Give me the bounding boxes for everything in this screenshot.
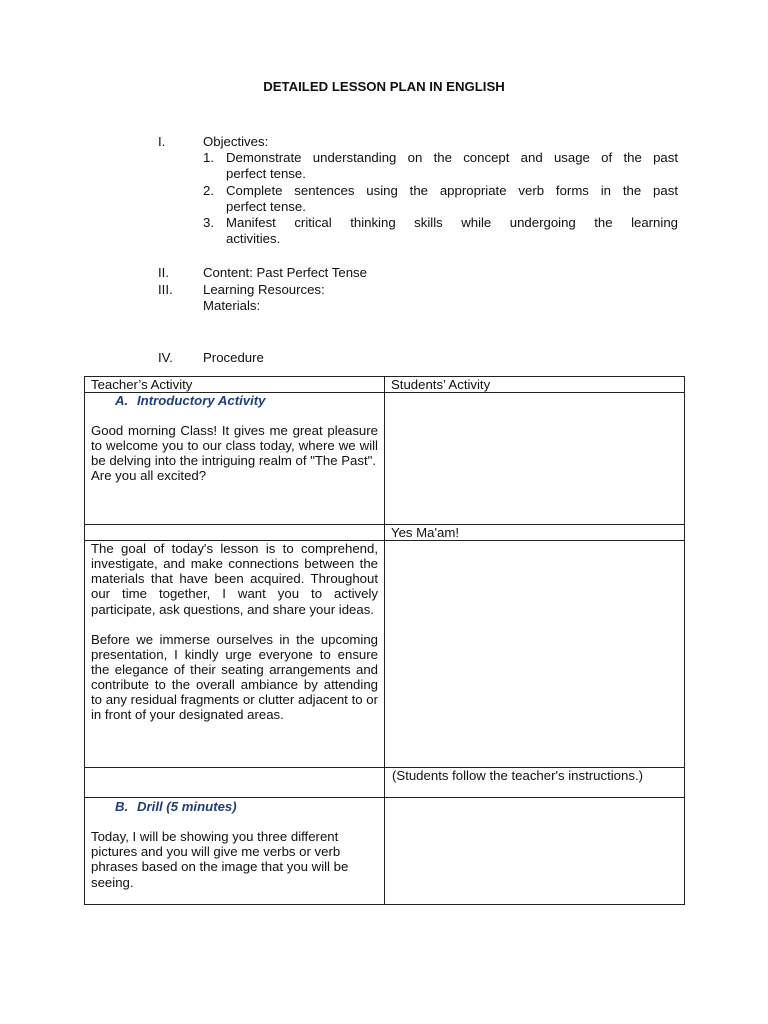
intro-heading-text: Introductory Activity	[137, 393, 266, 409]
objective-line: Manifest critical thinking skills while undergoing the learning	[226, 215, 678, 231]
document-title: DETAILED LESSON PLAN IN ENGLISH	[263, 79, 505, 94]
procedure-numeral: IV.	[158, 350, 173, 365]
student-cell	[385, 798, 685, 905]
student-cell	[385, 541, 685, 768]
header-teacher: Teacher’s Activity	[85, 377, 385, 393]
objectives-list	[203, 150, 678, 247]
teacher-cell	[85, 525, 385, 541]
procedure-table	[84, 376, 685, 905]
objective-item	[203, 183, 678, 215]
student-reply-1: Yes Ma'am!	[385, 525, 685, 541]
intro-heading	[91, 393, 378, 408]
materials-label: Materials:	[203, 298, 261, 314]
table-row	[85, 541, 685, 768]
drill-heading	[91, 799, 378, 814]
objective-line: activities.	[226, 231, 281, 247]
objectives-section	[158, 134, 678, 254]
intro-letter: A.	[115, 393, 129, 409]
objectives-label: Objectives:	[203, 134, 269, 149]
objective-line: Complete sentences using the appropriate verb forms in the past	[226, 182, 678, 198]
content-section	[158, 265, 678, 282]
drill-heading-text: Drill (5 minutes)	[137, 799, 237, 815]
header-students: Students’ Activity	[385, 377, 685, 393]
objectives-numeral: I.	[158, 134, 166, 149]
intro-question: Are you all excited?	[91, 468, 207, 484]
table-row	[85, 525, 685, 541]
goal-text: The goal of today's lesson is to comprehend, investigate, and make connections between the materials that have been acquired. Throughout our time together, I want you to actively participate, ask questions, and share your ideas.	[91, 541, 378, 617]
student-reply-2: (Students follow the teacher's instructions.)	[385, 768, 685, 798]
resources-text: Learning Resources:	[203, 282, 325, 297]
content-text: Content: Past Perfect Tense	[203, 265, 367, 280]
resources-block	[203, 282, 678, 314]
intro-text: Good morning Class! It gives me great pleasure to welcome you to our class today, where we will be delving into the intriguing realm of "The Past".	[91, 423, 378, 469]
drill-letter: B.	[115, 799, 129, 815]
before-text: Before we immerse ourselves in the upcoming presentation, I kindly urge everyone to ensure the elegance of their seating arrangements and contribute to the overall ambiance by attending to any residual fragments or clutter adjacent to or in front of your designated areas.	[91, 631, 378, 723]
drill-text: Today, I will be showing you three different pictures and you will give me verbs or verb phrases based on the image that you will be seeing.	[91, 829, 349, 890]
procedure-section	[158, 350, 678, 367]
objective-number: 3.	[203, 215, 214, 231]
content-numeral: II.	[158, 265, 169, 280]
table-row	[85, 393, 685, 525]
procedure-text: Procedure	[203, 350, 264, 365]
table-header-row	[85, 377, 685, 393]
objective-number: 2.	[203, 182, 214, 198]
teacher-cell	[85, 768, 385, 798]
objective-item	[203, 150, 678, 182]
resources-numeral: III.	[158, 282, 173, 297]
objective-line: Demonstrate understanding on the concept and usage of the past	[226, 150, 678, 166]
teacher-cell	[85, 541, 385, 768]
table-row	[85, 798, 685, 905]
teacher-cell	[85, 798, 385, 905]
objectives-block	[203, 134, 678, 247]
objective-line: perfect tense.	[226, 198, 306, 214]
teacher-cell	[85, 393, 385, 525]
objective-item	[203, 215, 678, 247]
resources-section	[158, 282, 678, 316]
objective-line: perfect tense.	[226, 166, 306, 182]
objective-number: 1.	[203, 150, 214, 166]
table-row	[85, 768, 685, 798]
student-cell	[385, 393, 685, 525]
